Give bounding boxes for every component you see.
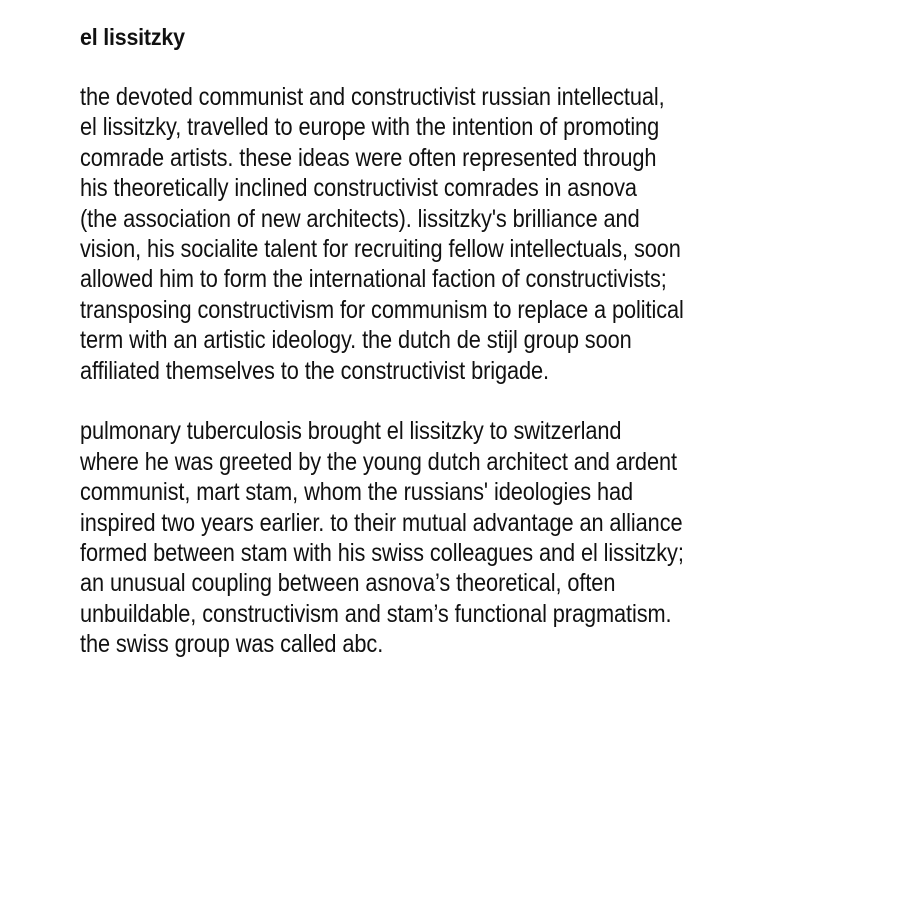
text-line: the devoted communist and constructivist russian intellectual,	[80, 83, 665, 111]
text-line: transposing constructivism for communism to replace a political	[80, 295, 684, 324]
document-title: el lissitzky	[80, 24, 185, 50]
text-line: inspired two years earlier. to their mutual advantage an alliance	[80, 508, 683, 537]
text-line: pulmonary tuberculosis brought el lissitzky to switzerland	[80, 417, 622, 446]
text-line: unbuildable, constructivism and stam’s functional pragmatism.	[80, 599, 672, 628]
text-line: vision, his socialite talent for recruiting fellow intellectuals, soon	[80, 235, 681, 264]
text-line: formed between stam with his swiss colleagues and el lissitzky;	[80, 539, 684, 568]
paragraph-2	[80, 416, 900, 659]
text-line: the swiss group was called abc.	[80, 630, 384, 659]
paragraph-1	[80, 82, 900, 386]
text-line: affiliated themselves to the constructivist brigade.	[80, 356, 549, 385]
text-line: where he was greeted by the young dutch architect and ardent	[80, 447, 677, 476]
text-line: an unusual coupling between asnova’s theoretical, often	[80, 569, 616, 598]
text-line: his theoretically inclined constructivist comrades in asnova	[80, 174, 637, 203]
text-line: comrade artists. these ideas were often represented through	[80, 143, 657, 172]
text-line: communist, mart stam, whom the russians' ideologies had	[80, 478, 634, 507]
text-line: term with an artistic ideology. the dutch de stijl group soon	[80, 326, 632, 355]
text-line: (the association of new architects). lissitzky's brilliance and	[80, 204, 640, 233]
text-line: allowed him to form the international faction of constructivists;	[80, 265, 667, 294]
document-page	[80, 22, 900, 690]
text-line: el lissitzky, travelled to europe with the intention of promoting	[80, 113, 660, 142]
